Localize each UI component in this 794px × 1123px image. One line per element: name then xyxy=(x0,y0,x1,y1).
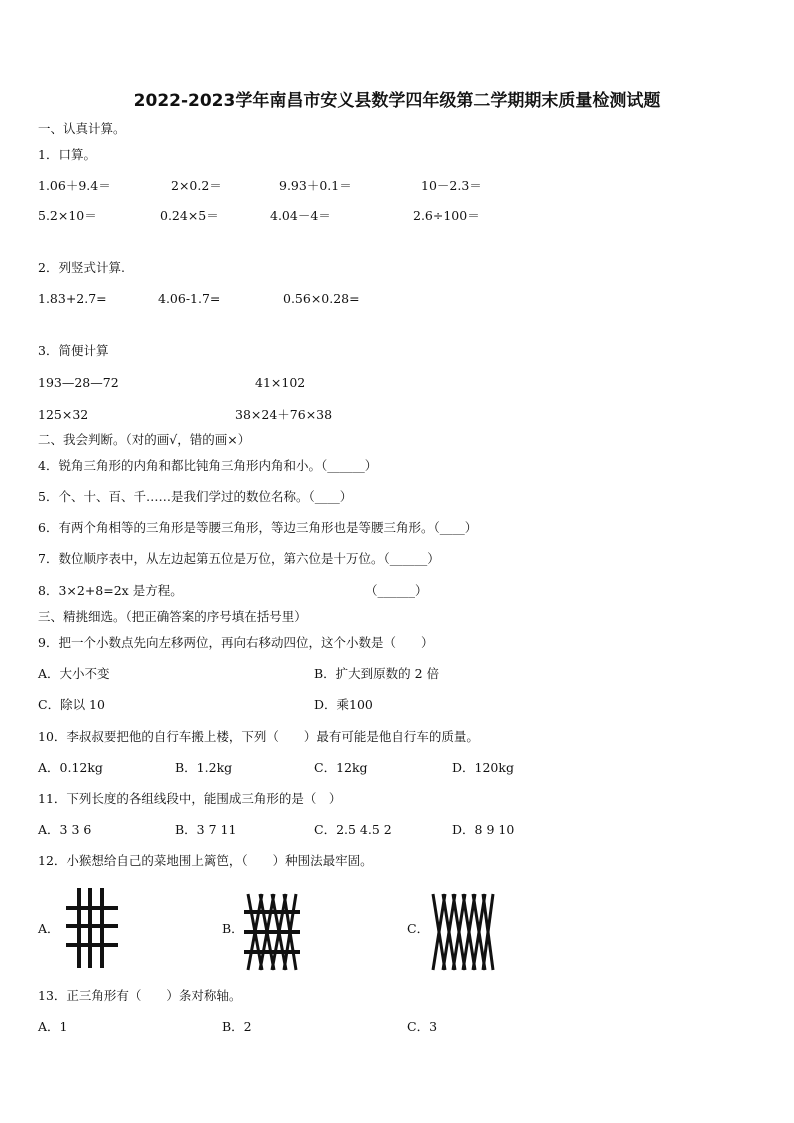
calc-item: 193—28—72 xyxy=(38,375,119,390)
section-heading-2: 二、我会判断。（对的画√，错的画×） xyxy=(38,432,251,447)
option-item: C．3 xyxy=(407,1019,438,1034)
calc-item: 38×24＋76×38 xyxy=(235,407,333,422)
section-heading-1: 一、认真计算。 xyxy=(38,121,126,136)
option-item: C． xyxy=(407,921,430,936)
question-8: 8．3×2+8=2x 是方程。 xyxy=(38,583,183,598)
option-item: D．乘100 xyxy=(314,697,373,712)
calc-item: 41×102 xyxy=(255,375,306,390)
fence-cross-with-bars-figure xyxy=(244,892,300,972)
option-item: D．8 9 10 xyxy=(452,822,515,837)
question-12: 12．小猴想给自己的菜地围上篱笆，（ ）种围法最牢固。 xyxy=(38,853,373,868)
question-9: 9．把一个小数点先向左移两位，再向右移动四位，这个小数是（ ） xyxy=(38,635,434,650)
calc-item: 4.06-1.7= xyxy=(158,291,221,306)
option-item: D．120kg xyxy=(452,760,514,775)
question-7: 7．数位顺序表中，从左边起第五位是万位，第六位是十万位。（______） xyxy=(38,551,440,566)
fence-diagonal-lattice-figure xyxy=(431,892,495,972)
option-item: C．12kg xyxy=(314,760,368,775)
option-item: C．除以 10 xyxy=(38,697,105,712)
question-3-label: 3．简便计算 xyxy=(38,343,109,358)
option-item: C．2.5 4.5 2 xyxy=(314,822,392,837)
option-item: A．大小不变 xyxy=(38,666,110,681)
option-item: A．1 xyxy=(38,1019,68,1034)
question-5: 5．个、十、百、千……是我们学过的数位名称。（____） xyxy=(38,489,353,504)
calc-item: 0.24×5＝ xyxy=(160,208,219,223)
fence-square-grid-figure xyxy=(62,886,122,970)
option-item: B． xyxy=(222,921,244,936)
calc-item: 0.56×0.28= xyxy=(283,291,360,306)
question-1-label: 1．口算。 xyxy=(38,147,96,162)
question-10: 10．李叔叔要把他的自行车搬上楼，下列（ ）最有可能是他自行车的质量。 xyxy=(38,729,479,744)
calc-item: 4.04－4＝ xyxy=(270,208,331,223)
option-item: B．扩大到原数的 2 倍 xyxy=(314,666,440,681)
question-11: 11．下列长度的各组线段中，能围成三角形的是（ ） xyxy=(38,791,342,806)
question-6: 6．有两个角相等的三角形是等腰三角形，等边三角形也是等腰三角形。（____） xyxy=(38,520,478,535)
calc-item: 9.93＋0.1＝ xyxy=(279,178,352,193)
calc-item: 2.6÷100＝ xyxy=(413,208,480,223)
option-item: A． xyxy=(38,921,60,936)
calc-item: 1.83+2.7= xyxy=(38,291,107,306)
option-item: B．2 xyxy=(222,1019,252,1034)
option-item: B．3 7 11 xyxy=(175,822,237,837)
calc-item: 10－2.3＝ xyxy=(421,178,482,193)
section-heading-3: 三、精挑细选。（把正确答案的序号填在括号里） xyxy=(38,609,307,624)
calc-item: 125×32 xyxy=(38,407,89,422)
question-8-blank: （______） xyxy=(365,583,428,598)
page-title: 2022-2023学年南昌市安义县数学四年级第二学期期末质量检测试题 xyxy=(133,91,661,111)
calc-item: 1.06＋9.4＝ xyxy=(38,178,111,193)
option-item: B．1.2kg xyxy=(175,760,233,775)
option-item: A．0.12kg xyxy=(38,760,103,775)
question-2-label: 2．列竖式计算. xyxy=(38,260,125,275)
question-4: 4．锐角三角形的内角和都比钝角三角形内角和小。（______） xyxy=(38,458,378,473)
calc-item: 5.2×10＝ xyxy=(38,208,97,223)
calc-item: 2×0.2＝ xyxy=(171,178,222,193)
question-13: 13．正三角形有（ ）条对称轴。 xyxy=(38,988,242,1003)
option-item: A．3 3 6 xyxy=(38,822,92,837)
